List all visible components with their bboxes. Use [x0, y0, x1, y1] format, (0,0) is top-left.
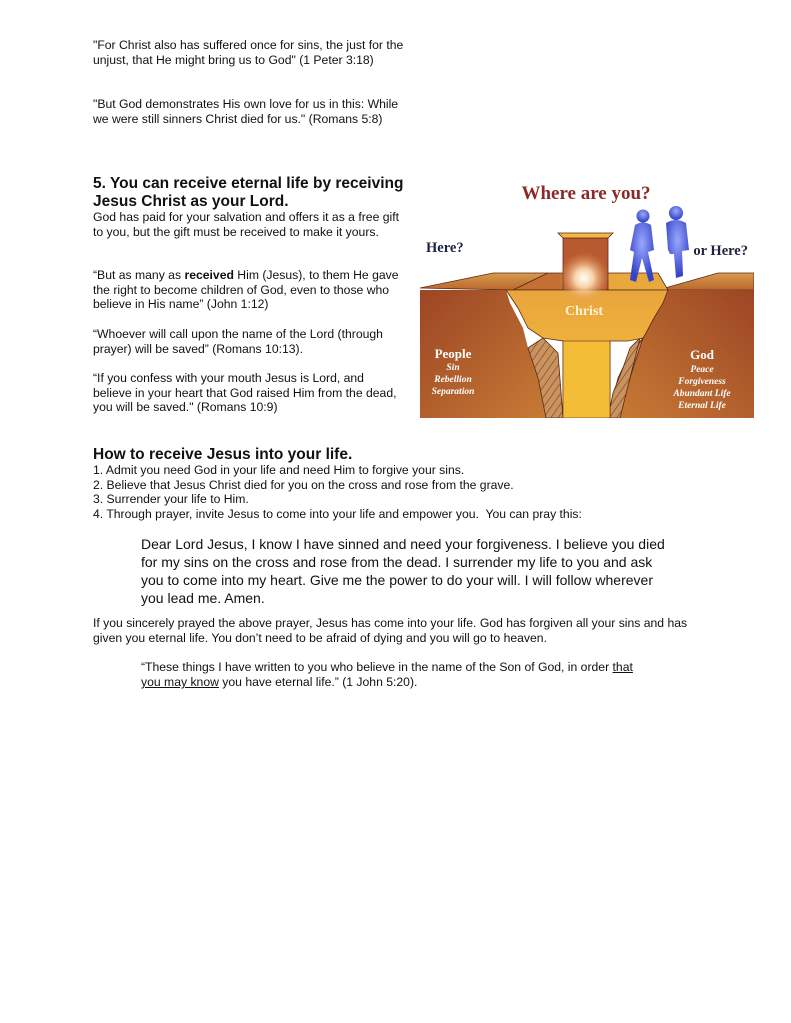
quote-romans-5-8: "But God demonstrates His own love for us in this: While we were still sinners Christ died for us." (Romans 5:8) [93, 97, 399, 126]
people-heading: People [434, 346, 472, 361]
prayer-text: Dear Lord Jesus, I know I have sinned and need your forgiveness. I believe you died for my sins on the cross and rose from the dead. I surrender my life to you and ask you to come into my heart. Give me the power to do your will. I will follow wherever you lead me. Amen. [141, 536, 665, 606]
people-item: Sin [446, 363, 460, 373]
where-are-you-illustration [418, 178, 754, 418]
cross-right-arm-top [608, 273, 668, 290]
god-item: Forgiveness [678, 377, 726, 387]
quote-text: “But as many as [93, 268, 185, 282]
steps-list [93, 463, 713, 521]
christ-label: Christ [564, 304, 604, 319]
cross-post [563, 341, 610, 418]
quote-text: Him (Jesus), to them He gave the right to become children of God, even to those who believe in His name” (John 1:12) [93, 268, 399, 312]
light-glow [558, 252, 610, 304]
quote-john-1-12 [93, 268, 403, 312]
here-label: Here? [426, 240, 464, 256]
illustration-title: Where are you? [521, 183, 651, 204]
quote-romans-10-13: “Whoever will call upon the name of the Lord (through prayer) will be saved” (Romans 10:13). [93, 327, 383, 356]
god-item: Peace [690, 365, 714, 375]
step-item: 2. Believe that Jesus Christ died for you on the cross and rose from the grave. [93, 477, 514, 492]
step-item: 3. Surrender your life to Him. [93, 492, 249, 507]
section-5-intro: God has paid for your salvation and offers it as a free gift to you, but the gift must be received to make it yours. [93, 210, 399, 239]
god-item: Eternal Life [678, 401, 726, 411]
god-item: Abundant Life [673, 389, 731, 399]
step-item: 1. Admit you need God in your life and need Him to forgive your sins. [93, 463, 465, 477]
quote-underlined: that you may know [141, 660, 633, 689]
quote-1-john-5-20 [141, 660, 641, 690]
god-heading: God [690, 347, 714, 362]
step-item: 4. Through prayer, invite Jesus to come into your life and empower you. You can pray this: [93, 506, 582, 521]
people-item: Separation [431, 387, 475, 397]
after-prayer-text: If you sincerely prayed the above prayer, Jesus has come into your life. God has forgiven all your sins and has given you eternal life. You don’t need to be afraid of dying and you will go to heaven. [93, 616, 688, 645]
quote-1-peter: "For Christ also has suffered once for sins, the just for the unjust, that He might bring us to God" (1 Peter 3:18) [93, 38, 404, 67]
section-5-heading: 5. You can receive eternal life by receiving Jesus Christ as your Lord. [93, 175, 404, 210]
how-to-heading: How to receive Jesus into your life. [93, 446, 353, 463]
quote-romans-10-9: “If you confess with your mouth Jesus is Lord, and believe in your heart that God raised Him from the dead, you will be saved." (Romans 10:9) [93, 371, 397, 415]
people-item: Rebellion [434, 375, 472, 385]
quote-text: “These things I have written to you who believe in the name of the Son of God, in order [141, 660, 613, 674]
cross-top-cap [558, 233, 613, 238]
or-here-label: or Here? [693, 243, 748, 259]
quote-text: you have eternal life.” (1 John 5:20). [218, 675, 418, 689]
quote-emphasis: received [184, 268, 234, 282]
